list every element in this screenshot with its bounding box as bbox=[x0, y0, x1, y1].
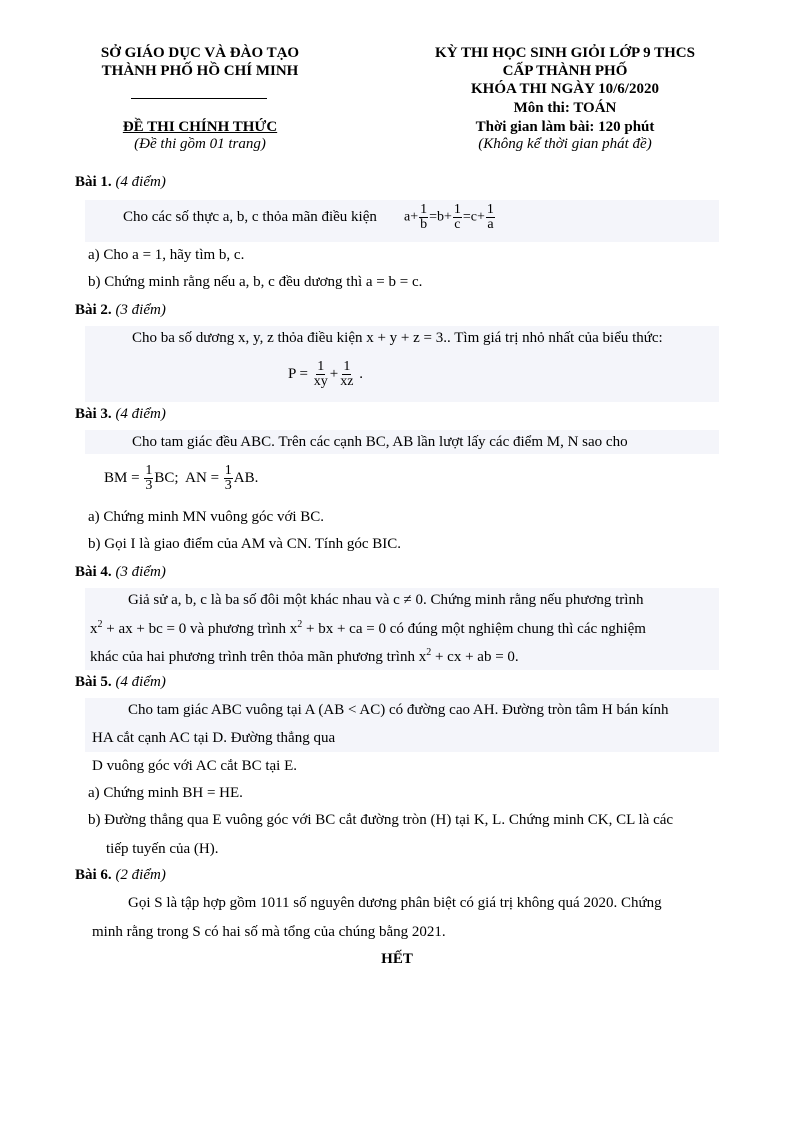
problem-3-part-a: a) Chứng minh MN vuông góc với BC. bbox=[88, 509, 325, 525]
dept-name: SỞ GIÁO DỤC VÀ ĐÀO TẠO bbox=[100, 45, 300, 61]
exam-title: KỲ THI HỌC SINH GIỎI LỚP 9 THCS bbox=[435, 45, 695, 61]
problem-6-line-1: Gọi S là tập hợp gồm 1011 số nguyên dương phân biệt có giá trị không quá 2020. Chứng bbox=[128, 895, 662, 911]
problem-3-intro: Cho tam giác đều ABC. Trên các cạnh BC, AB lần lượt lấy các điểm M, N sao cho bbox=[132, 434, 628, 450]
problem-4-line-3: khác của hai phương trình trên thỏa mãn phương trình $x^2$ + cx + ab = 0. bbox=[90, 647, 519, 665]
problem-3-heading: Bài 3. (4 điểm) bbox=[75, 406, 166, 422]
problem-1-condition: a+ $\frac{1}{b}$ =b+ $\frac{1}{c}$ =c+ $\frac{1}{a}$ bbox=[404, 202, 494, 232]
problem-3-condition: BM = $\frac{1}{3}$ BC; AN = $\frac{1}{3}$ AB. bbox=[104, 463, 259, 493]
problem-5-part-a: a) Chứng minh BH = HE. bbox=[88, 785, 243, 801]
problem-2-intro: Cho ba số dương x, y, z thỏa điều kiện x + y + z = 3.. Tìm giá trị nhỏ nhất của biểu thức: bbox=[132, 330, 663, 346]
pages-note: (Đề thi gồm 01 trang) bbox=[134, 136, 266, 152]
problem-3-part-b: b) Gọi I là giao điểm của AM và CN. Tính góc BIC. bbox=[88, 536, 402, 552]
official-label: ĐỀ THI CHÍNH THỨC bbox=[122, 119, 278, 135]
problem-2-heading: Bài 2. (3 điểm) bbox=[75, 302, 166, 318]
problem-5-part-b-line-1: b) Đường thẳng qua E vuông góc với BC cắt đường tròn (H) tại K, L. Chứng minh CK, CL là các bbox=[88, 812, 674, 828]
exam-date: KHÓA THI NGÀY 10/6/2020 bbox=[471, 81, 659, 97]
city-name: THÀNH PHỐ HỒ CHÍ MINH bbox=[101, 63, 299, 79]
problem-4-line-2: $x^2$ + ax + bc = 0 và phương trình $x^2$ + bx + ca = 0 có đúng một nghiệm chung thì các nghiệm bbox=[90, 619, 646, 637]
problem-5-line-2: HA cắt cạnh AC tại D. Đường thẳng qua bbox=[92, 730, 336, 746]
problem-4-heading: Bài 4. (3 điểm) bbox=[75, 564, 166, 580]
problem-1-part-b: b) Chứng minh rằng nếu a, b, c đều dương thì a = b = c. bbox=[88, 274, 423, 290]
problem-1-heading: Bài 1. (4 điểm) bbox=[75, 174, 166, 190]
exam-subject: Môn thi: TOÁN bbox=[513, 100, 617, 116]
problem-2-formula: P = $\frac{1}{xy}$ + $\frac{1}{xz}$ . bbox=[288, 359, 363, 389]
problem-6-line-2: minh rằng trong S có hai số mà tổng của chúng bằng 2021. bbox=[92, 924, 446, 940]
problem-6-heading: Bài 6. (2 điểm) bbox=[75, 867, 166, 883]
problem-5-line-1: Cho tam giác ABC vuông tại A (AB < AC) có đường cao AH. Đường tròn tâm H bán kính bbox=[128, 702, 669, 718]
duration-note: (Không kể thời gian phát đề) bbox=[478, 136, 652, 152]
header-divider bbox=[131, 98, 267, 99]
problem-1-intro: Cho các số thực a, b, c thỏa mãn điều kiện bbox=[123, 209, 377, 225]
problem-5-part-b-line-2: tiếp tuyến của (H). bbox=[106, 841, 219, 857]
problem-5-heading: Bài 5. (4 điểm) bbox=[75, 674, 166, 690]
exam-duration: Thời gian làm bài: 120 phút bbox=[475, 119, 655, 135]
problem-5-line-3: D vuông góc với AC cắt BC tại E. bbox=[92, 758, 297, 774]
problem-4-line-1: Giả sử a, b, c là ba số đôi một khác nhau và c ≠ 0. Chứng minh rằng nếu phương trình bbox=[128, 592, 644, 608]
problem-1-part-a: a) Cho a = 1, hãy tìm b, c. bbox=[88, 247, 245, 263]
exam-level: CẤP THÀNH PHỐ bbox=[502, 63, 628, 79]
end-marker: HẾT bbox=[381, 951, 413, 967]
